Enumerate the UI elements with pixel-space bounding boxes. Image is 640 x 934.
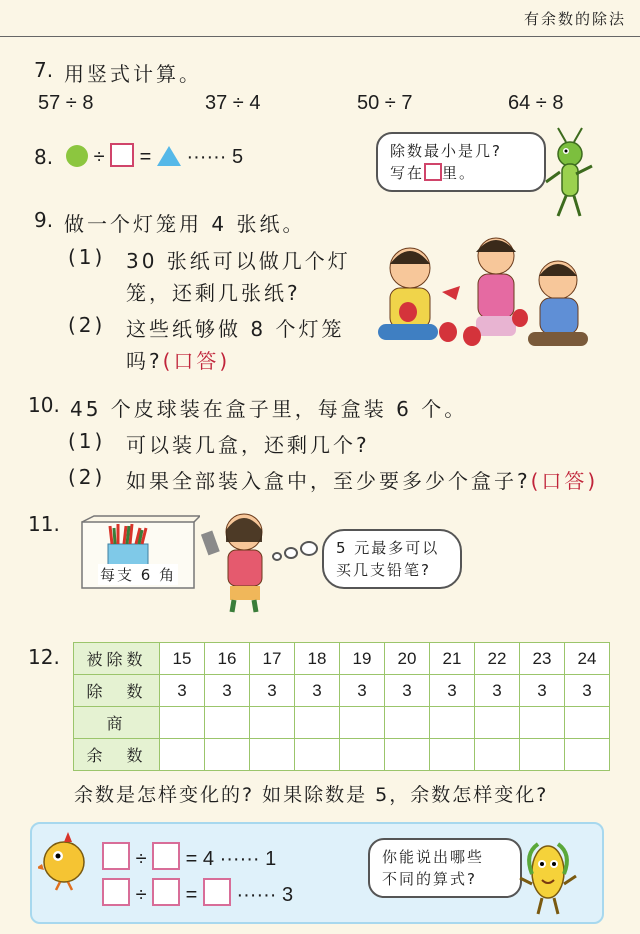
q9-p1-line1: 30 张纸可以做几个灯 xyxy=(126,249,351,273)
q11-number: 11. xyxy=(28,512,60,536)
q8-bubble-line1: 除数最小是几? xyxy=(390,142,502,160)
answer-cell[interactable] xyxy=(385,707,430,739)
table-cell: 3 xyxy=(475,675,520,707)
q11-bubble-line2: 买几支铅笔? xyxy=(336,561,431,579)
table-cell: 3 xyxy=(520,675,565,707)
q8-remainder: ······ 5 xyxy=(186,146,244,168)
header-divider xyxy=(0,36,640,37)
q8-number: 8. xyxy=(34,145,54,169)
div-sign: ÷ xyxy=(135,884,147,906)
answer-cell[interactable] xyxy=(295,739,340,771)
q8-div-sign: ÷ xyxy=(93,146,105,168)
children-making-lanterns-illustration xyxy=(368,228,598,358)
q9-number: 9. xyxy=(34,208,54,232)
q7-problem-1: 57 ÷ 8 xyxy=(38,92,94,114)
answer-cell[interactable] xyxy=(160,707,205,739)
blank-box[interactable] xyxy=(152,878,180,906)
table-cell: 15 xyxy=(160,643,205,675)
answer-cell[interactable] xyxy=(340,739,385,771)
q10-p2-label: (2) xyxy=(68,465,106,489)
table-cell: 21 xyxy=(430,643,475,675)
bottom-bubble-line1: 你能说出哪些 xyxy=(382,848,485,866)
division-table xyxy=(73,642,610,771)
girl-with-pencil-illustration xyxy=(200,512,280,616)
table-cell: 3 xyxy=(250,675,295,707)
blank-box[interactable] xyxy=(152,842,180,870)
dividend-label: 被除数 xyxy=(74,643,160,675)
answer-cell[interactable] xyxy=(160,739,205,771)
bird-mascot-illustration xyxy=(38,832,90,892)
table-cell: 16 xyxy=(205,643,250,675)
q10-p2-text: 如果全部装入盒中，至少要多少个盒子?(口答) xyxy=(126,469,599,493)
answer-cell[interactable] xyxy=(340,707,385,739)
equation-result: ······ 3 xyxy=(236,884,294,906)
q11-price-label: 每支 6 角 xyxy=(100,566,177,584)
table-cell: 19 xyxy=(340,643,385,675)
answer-cell[interactable] xyxy=(565,707,610,739)
square-shape xyxy=(110,143,134,167)
q12-number: 12. xyxy=(28,645,60,669)
table-row-quotient xyxy=(74,707,610,739)
table-cell: 3 xyxy=(385,675,430,707)
q7-number: 7. xyxy=(34,58,54,82)
quotient-label: 商 xyxy=(74,707,160,739)
table-cell: 3 xyxy=(160,675,205,707)
answer-cell[interactable] xyxy=(520,707,565,739)
answer-cell[interactable] xyxy=(385,739,430,771)
q9-p2-line2: 吗?(口答) xyxy=(126,349,231,373)
q8-speech-bubble xyxy=(376,132,546,192)
small-square-icon xyxy=(424,163,442,181)
q10-p1-text: 可以装几盒，还剩几个? xyxy=(126,433,370,457)
table-cell: 3 xyxy=(205,675,250,707)
blank-box[interactable] xyxy=(102,842,130,870)
table-cell: 3 xyxy=(295,675,340,707)
answer-cell[interactable] xyxy=(205,707,250,739)
q7-problem-3: 50 ÷ 7 xyxy=(357,92,413,114)
q10-stem: 45 个皮球装在盒子里，每盒装 6 个。 xyxy=(70,397,468,421)
bottom-equation-2 xyxy=(102,878,293,907)
q10-oral-tag: (口答) xyxy=(530,469,599,493)
section-title: 有余数的除法 xyxy=(523,10,626,28)
remainder-label: 余 数 xyxy=(74,739,160,771)
div-sign: ÷ xyxy=(135,848,147,870)
q11-bubble-line1: 5 元最多可以 xyxy=(336,539,440,557)
table-row-dividend xyxy=(74,643,610,675)
equation-result: = 4 ······ 1 xyxy=(185,848,277,870)
q9-stem: 做一个灯笼用 4 张纸。 xyxy=(64,212,306,236)
answer-cell[interactable] xyxy=(565,739,610,771)
table-cell: 3 xyxy=(430,675,475,707)
q10-number: 10. xyxy=(28,393,60,417)
q9-p2-label: (2) xyxy=(68,313,106,337)
table-cell: 22 xyxy=(475,643,520,675)
bottom-bubble-line2: 不同的算式? xyxy=(382,870,477,888)
answer-cell[interactable] xyxy=(430,707,475,739)
q12-question: 余数是怎样变化的? 如果除数是 5，余数怎样变化? xyxy=(74,784,549,806)
answer-cell[interactable] xyxy=(295,707,340,739)
q9-oral-tag: (口答) xyxy=(162,349,231,373)
bottom-speech-bubble xyxy=(368,838,522,898)
q7-problem-4: 64 ÷ 8 xyxy=(508,92,564,114)
answer-cell[interactable] xyxy=(520,739,565,771)
grasshopper-illustration xyxy=(536,124,598,220)
answer-cell[interactable] xyxy=(205,739,250,771)
q11-speech-bubble xyxy=(322,529,462,589)
table-cell: 20 xyxy=(385,643,430,675)
blank-box[interactable] xyxy=(203,878,231,906)
table-cell: 23 xyxy=(520,643,565,675)
table-row-divisor xyxy=(74,675,610,707)
q7-problem-2: 37 ÷ 4 xyxy=(205,92,261,114)
table-cell: 3 xyxy=(340,675,385,707)
q7-instruction: 用竖式计算。 xyxy=(64,62,202,86)
corn-mascot-illustration xyxy=(518,834,578,918)
table-cell: 3 xyxy=(565,675,610,707)
eq-sign: = xyxy=(185,884,198,906)
q9-p2-line1: 这些纸够做 8 个灯笼 xyxy=(126,317,345,341)
bottom-equation-1 xyxy=(102,842,276,871)
answer-cell[interactable] xyxy=(250,707,295,739)
table-cell: 17 xyxy=(250,643,295,675)
q8-bubble-line2: 写在 里。 xyxy=(390,164,477,182)
blank-box[interactable] xyxy=(102,878,130,906)
answer-cell[interactable] xyxy=(475,707,520,739)
q9-p1-label: (1) xyxy=(68,245,106,269)
q8-equation xyxy=(66,143,243,169)
q8-eq-sign: = xyxy=(139,146,152,168)
circle-shape xyxy=(66,145,88,167)
table-row-remainder xyxy=(74,739,610,771)
answer-cell[interactable] xyxy=(250,739,295,771)
q9-p1-line2: 笼，还剩几张纸? xyxy=(126,281,301,305)
q10-p1-label: (1) xyxy=(68,429,106,453)
table-cell: 24 xyxy=(565,643,610,675)
answer-cell[interactable] xyxy=(475,739,520,771)
answer-cell[interactable] xyxy=(430,739,475,771)
table-cell: 18 xyxy=(295,643,340,675)
divisor-label: 除 数 xyxy=(74,675,160,707)
triangle-shape xyxy=(157,146,181,166)
